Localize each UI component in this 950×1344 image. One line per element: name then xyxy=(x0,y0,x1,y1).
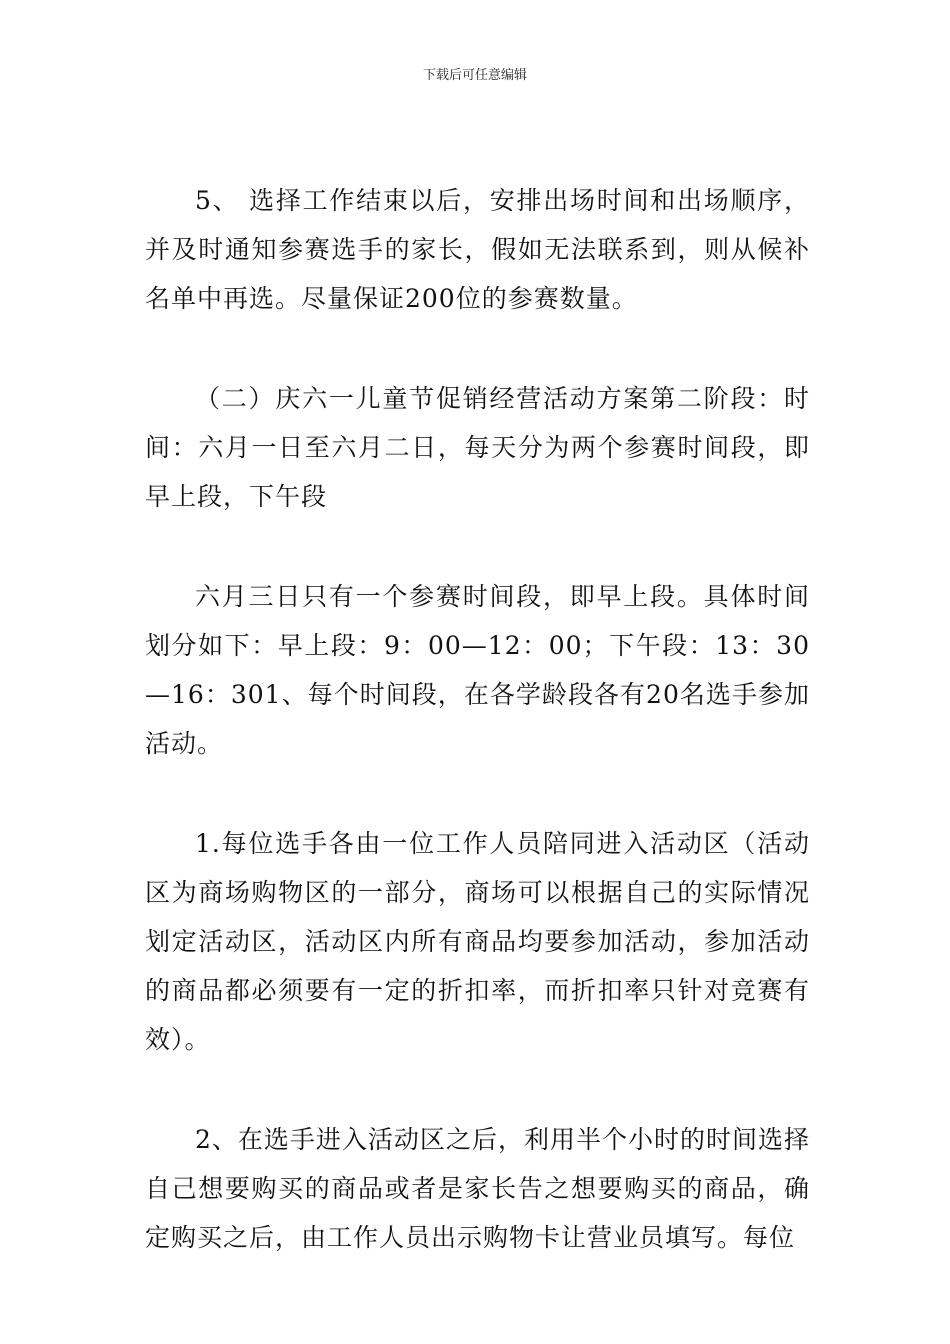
paragraph-june-third: 六月三日只有一个参赛时间段，即早上段。具体时间划分如下：早上段：9：00—12：00；下午段：13：30—16：301、每个时间段，在各学龄段各有20名选手参加活动。 xyxy=(145,582,810,758)
paragraph-rule-2: 2、在选手进入活动区之后，利用半个小时的时间选择自己想要购买的商品或者是家长告之想要购买的商品，确定购买之后，由工作人员出示购物卡让营业员填写。每位 xyxy=(145,1125,810,1252)
paragraph-gap xyxy=(145,323,810,374)
paragraph-selection-end: 5、 选择工作结束以后，安排出场时间和出场顺序，并及时通知参赛选手的家长，假如无法联系到，则从候补名单中再选。尽量保证200位的参赛数量。 xyxy=(145,186,810,313)
paragraph-rule-1: 1.每位选手各由一位工作人员陪同进入活动区（活动区为商场购物区的一部分，商场可以根据自己的实际情况划定活动区，活动区内所有商品均要参加活动，参加活动的商品都必须要有一定的折扣率，而折扣率只针对竞赛有效）。 xyxy=(145,829,810,1054)
paragraph-gap xyxy=(145,768,810,819)
document-body xyxy=(145,176,810,1262)
paragraph-gap xyxy=(145,1064,810,1115)
paragraph-gap xyxy=(145,521,810,572)
page-header: 下载后可任意编辑 xyxy=(422,68,527,83)
paragraph-phase-two: （二）庆六一儿童节促销经营活动方案第二阶段：时间：六月一日至六月二日，每天分为两个参赛时间段，即早上段，下午段 xyxy=(145,384,810,511)
